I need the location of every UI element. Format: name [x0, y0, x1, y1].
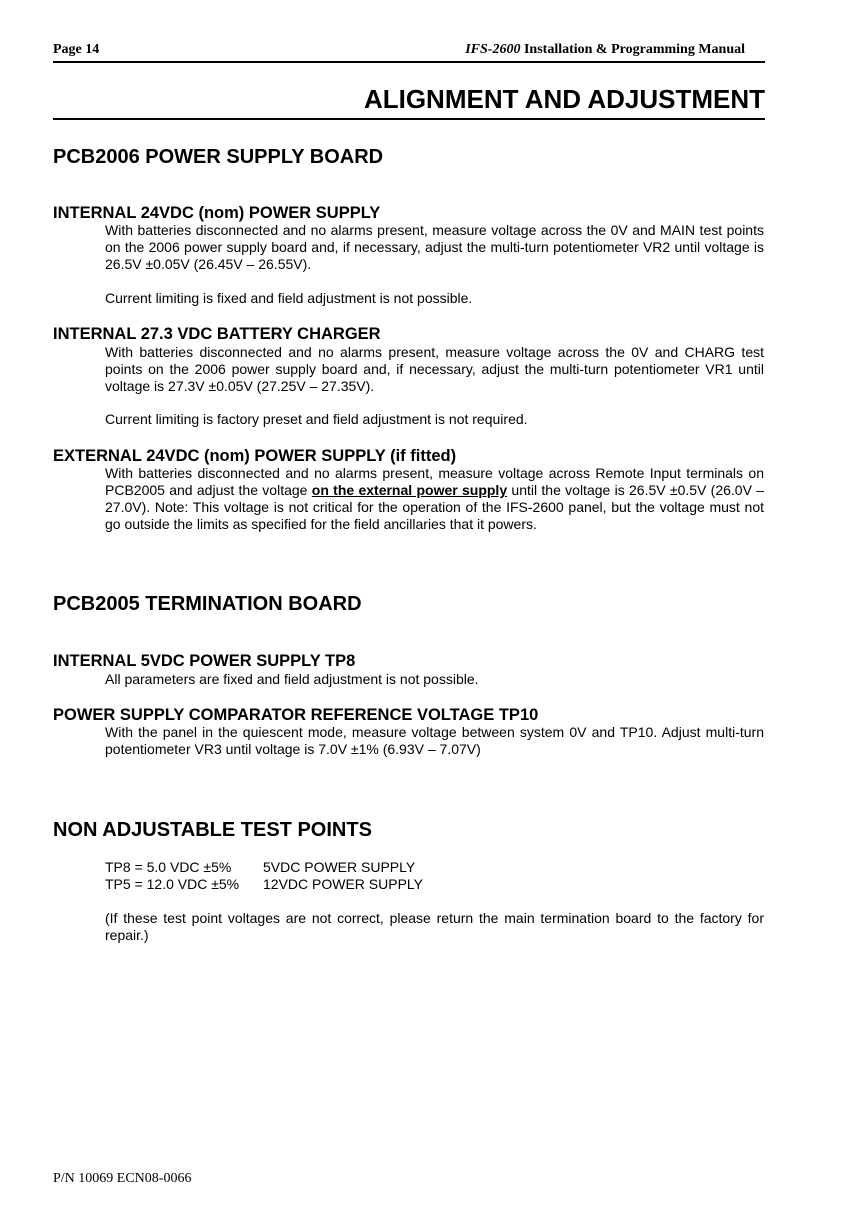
- section-heading-non-adjustable: NON ADJUSTABLE TEST POINTS: [53, 819, 372, 841]
- manual-title: [465, 42, 745, 58]
- test-point-label: 5VDC POWER SUPPLY: [263, 859, 416, 875]
- page-title: ALIGNMENT AND ADJUSTMENT: [53, 82, 765, 120]
- subsection-heading-battery-charger: INTERNAL 27.3 VDC BATTERY CHARGER: [53, 325, 381, 343]
- page-number: Page 14: [53, 42, 100, 57]
- subsection-heading-external-24vdc: EXTERNAL 24VDC (nom) POWER SUPPLY (if fitted): [53, 447, 457, 465]
- paragraph-external-24vdc: [105, 465, 764, 533]
- page-header: [53, 41, 765, 63]
- test-point-row: [105, 859, 415, 876]
- paragraph-internal-24vdc-current: Current limiting is fixed and field adjustment is not possible.: [105, 290, 473, 306]
- subsection-heading-comparator: POWER SUPPLY COMPARATOR REFERENCE VOLTAGE TP10: [53, 706, 539, 724]
- paragraph-battery-charger: With batteries disconnected and no alarms present, measure voltage across the 0V and CHARG test points on the 2006 power supply board and, if necessary, adjust the multi-turn potentiometer VR1 until voltage is 27.3V ±0.05V (27.25V – 27.35V).: [105, 344, 764, 394]
- paragraph-internal-5vdc: All parameters are fixed and field adjustment is not possible.: [105, 671, 479, 687]
- subsection-heading-internal-24vdc: INTERNAL 24VDC (nom) POWER SUPPLY: [53, 204, 381, 222]
- subsection-heading-internal-5vdc: INTERNAL 5VDC POWER SUPPLY TP8: [53, 652, 356, 670]
- manual-model: IFS-2600: [465, 42, 521, 57]
- paragraph-battery-charger-current: Current limiting is factory preset and field adjustment is not required.: [105, 411, 528, 427]
- paragraph-internal-24vdc: With batteries disconnected and no alarms present, measure voltage across the 0V and MAIN test points on the 2006 power supply board and, if necessary, adjust the multi-turn potentiometer VR2 until voltage is 26.5V ±0.05V (26.45V – 26.55V).: [105, 222, 764, 272]
- test-point-value: TP8 = 5.0 VDC ±5%: [105, 859, 232, 875]
- test-point-value: TP5 = 12.0 VDC ±5%: [105, 876, 240, 892]
- paragraph-external-text-a: With batteries disconnected and no alarms present, measure voltage across Remote Input terminals on PCB2005 and adjust the voltage: [105, 465, 764, 498]
- test-point-row: [105, 876, 423, 893]
- manual-title-text: Installation & Programming Manual: [520, 42, 745, 57]
- emphasis-external-supply: on the external power supply: [311, 482, 508, 498]
- page-footer: P/N 10069 ECN08-0066: [53, 1171, 192, 1186]
- section-heading-pcb2006: PCB2006 POWER SUPPLY BOARD: [53, 146, 384, 168]
- paragraph-comparator: With the panel in the quiescent mode, measure voltage between system 0V and TP10. Adjust multi-turn potentiometer VR3 until voltage is 7.0V ±1% (6.93V – 7.07V): [105, 724, 764, 757]
- paragraph-test-point-note: (If these test point voltages are not correct, please return the main termination board to the factory for repair.): [105, 910, 764, 943]
- paragraph-external-text-b: until the voltage is 26.5V ±0.5V (26.0V – 27.0V). Note: This voltage is not critical for the operation of the IFS-2600 panel, but the voltage must not go outside the limits as specified for the field ancillaries that it powers.: [105, 482, 765, 532]
- test-point-label: 12VDC POWER SUPPLY: [263, 876, 424, 892]
- section-heading-pcb2005: PCB2005 TERMINATION BOARD: [53, 593, 362, 615]
